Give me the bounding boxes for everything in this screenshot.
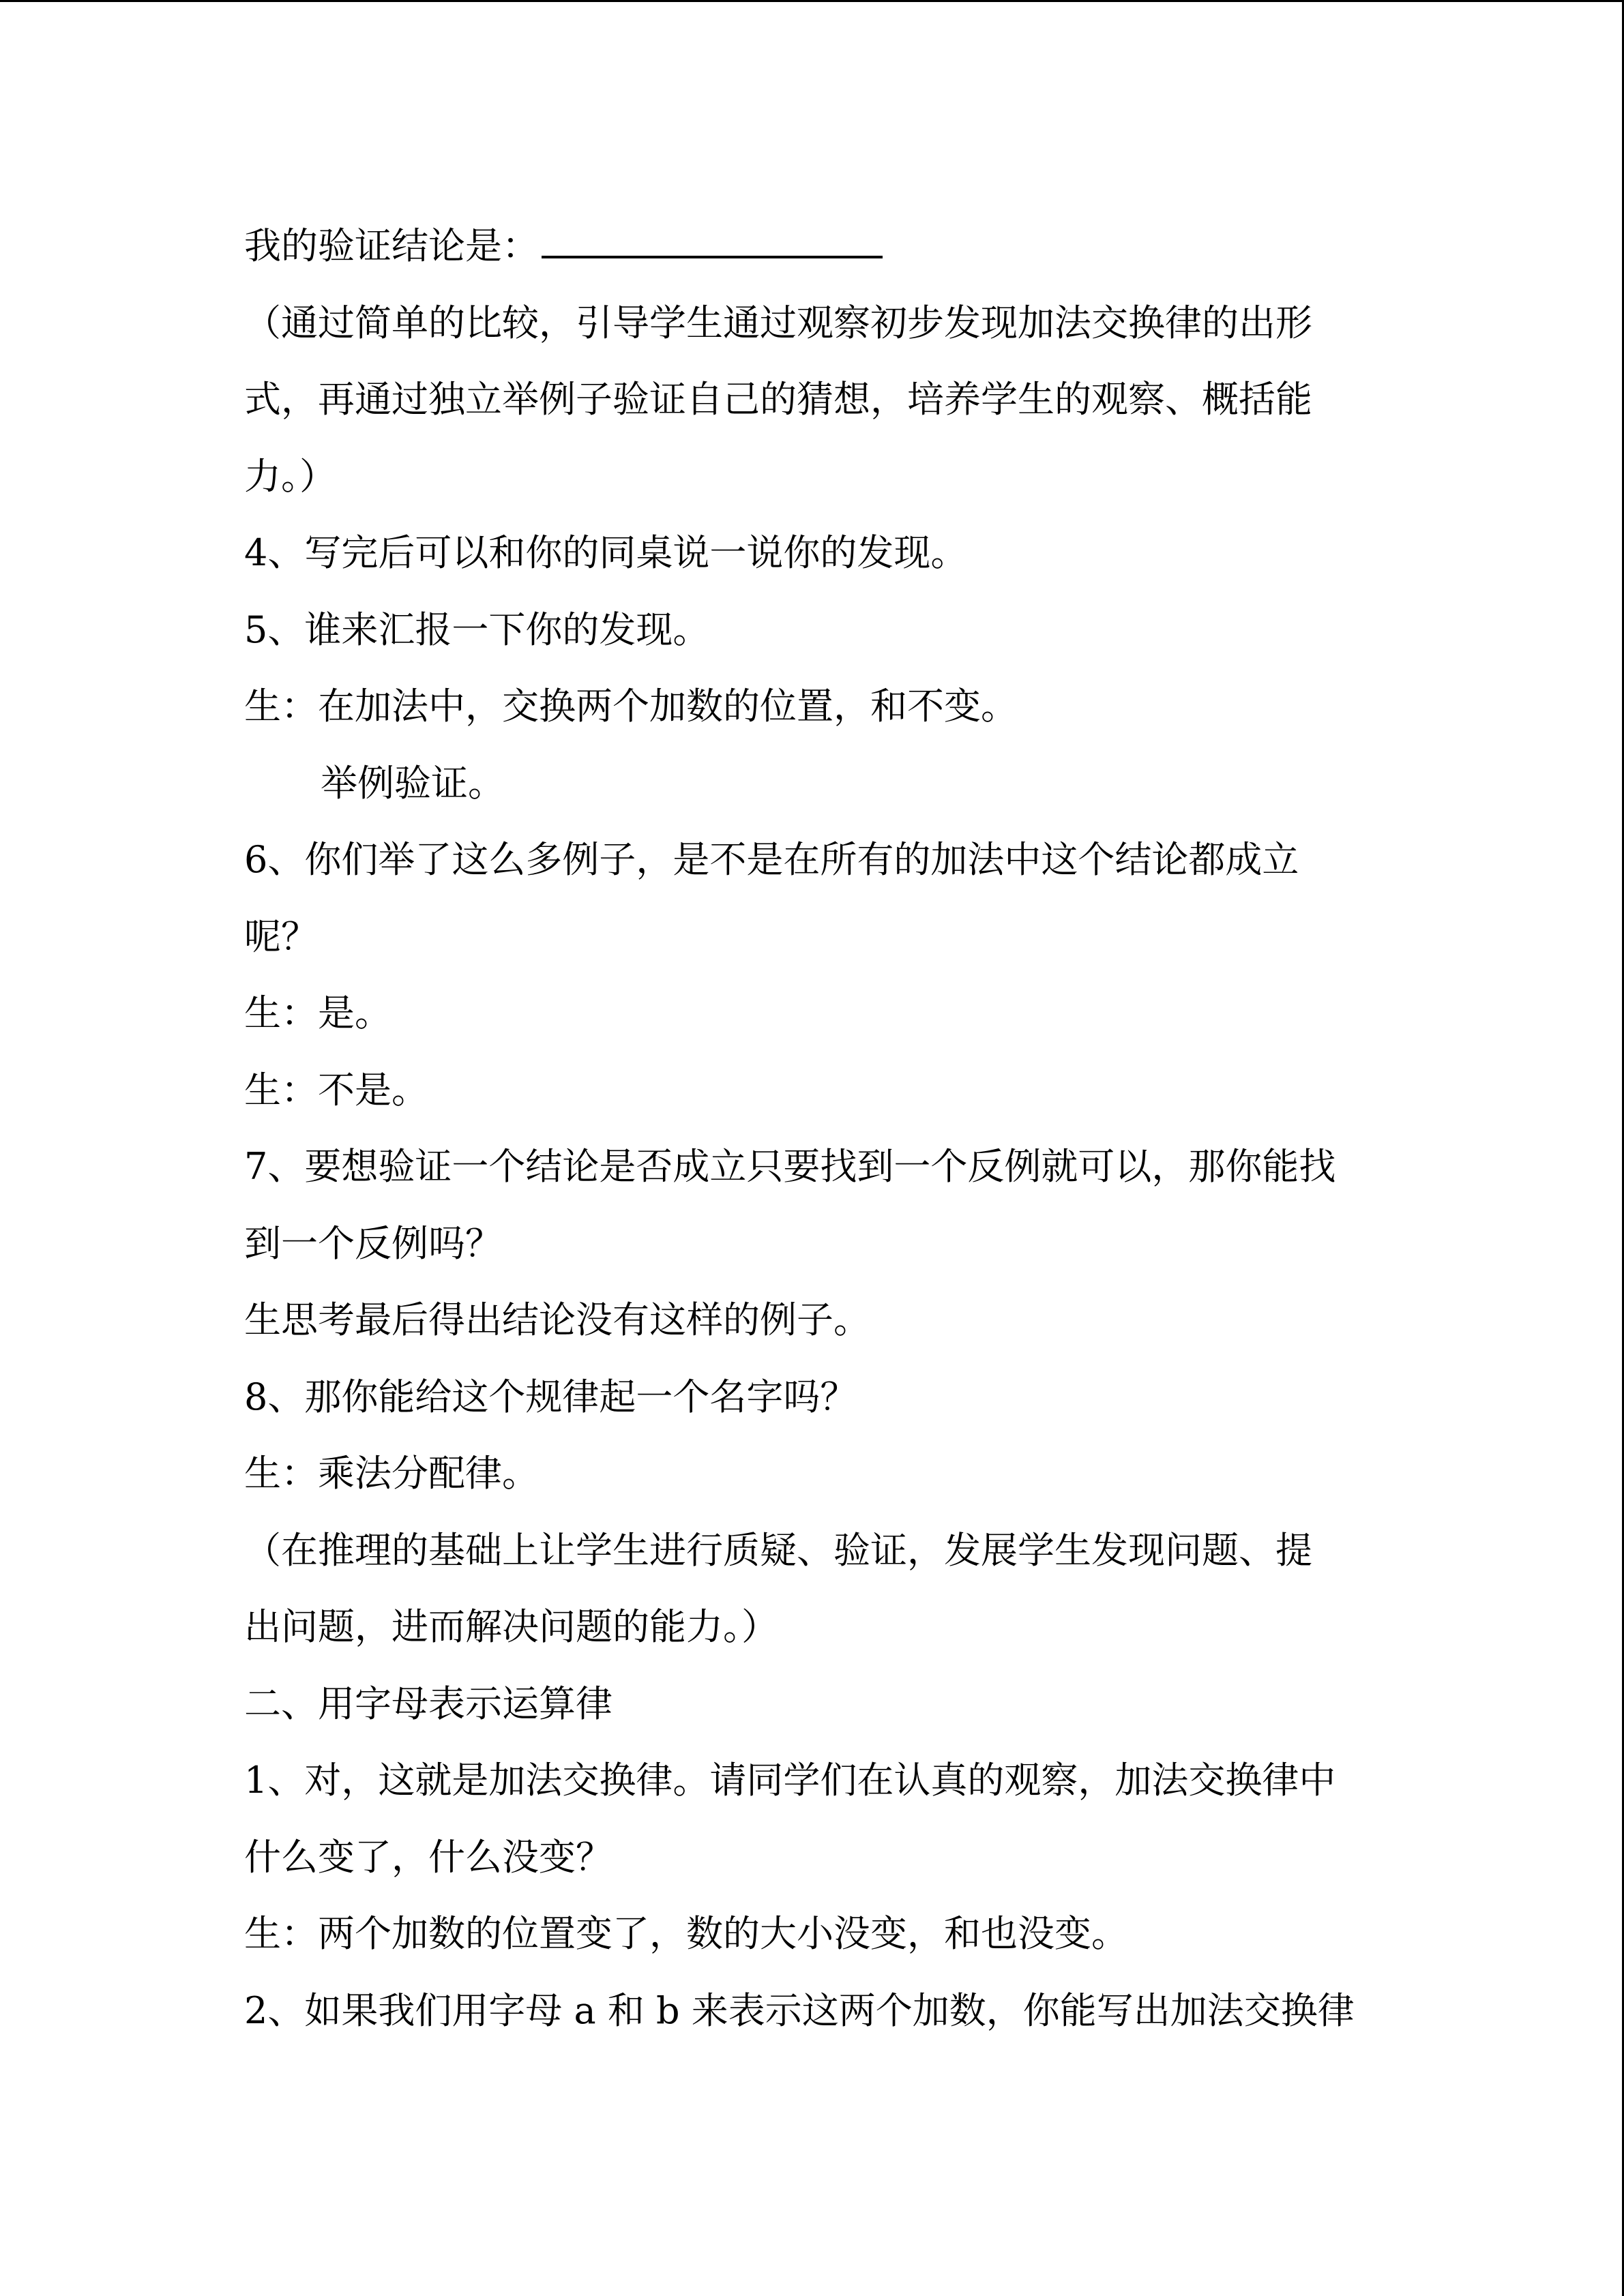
text-line: 出问题，进而解决问题的能力。）: [244, 1605, 778, 1648]
text-line: 式，再通过独立举例子验证自己的猜想，培养学生的观察、概括能: [244, 378, 1312, 421]
text-line: 生：在加法中，交换两个加数的位置，和不变。: [244, 685, 1018, 728]
text-line: 力。）: [244, 454, 336, 498]
text-line: 什么变了，什么没变？: [244, 1835, 612, 1879]
text-line: 7、要想验证一个结论是否成立只要找到一个反例就可以，那你能找: [244, 1145, 1336, 1188]
text-line: （通过简单的比较，引导学生通过观察初步发现加法交换律的出形: [244, 301, 1312, 344]
text-line: [244, 208, 1376, 285]
text-line: 6、你们举了这么多例子，是不是在所有的加法中这个结论都成立: [244, 838, 1299, 881]
text-line: 呢？: [244, 914, 318, 958]
text-line: 1、对，这就是加法交换律。请同学们在认真的观察，加法交换律中: [244, 1759, 1336, 1802]
text-line: 4、写完后可以和你的同桌说一说你的发现。: [244, 531, 968, 574]
text-line: （在推理的基础上让学生进行质疑、验证，发展学生发现问题、提: [244, 1528, 1312, 1572]
text-line: 举例验证。: [321, 761, 505, 805]
text-line: 5、谁来汇报一下你的发现。: [244, 608, 710, 651]
text-line: 生：不是。: [244, 1068, 428, 1112]
answer-blank[interactable]: [542, 213, 883, 258]
text-line: 生思考最后得出结论没有这样的例子。: [244, 1298, 870, 1341]
line-text: 我的验证结论是：: [244, 224, 539, 267]
text-line: 生：是。: [244, 992, 392, 1034]
text-line: 生：两个加数的位置变了，数的大小没变，和也没变。: [244, 1912, 1128, 1955]
text-line: 8、那你能给这个规律起一个名字吗？: [244, 1375, 857, 1418]
document-body: [244, 208, 1376, 2049]
section-heading: 二、用字母表示运算律: [244, 1682, 612, 1725]
text-line: 到一个反例吗？: [244, 1221, 502, 1265]
text-line: 2、如果我们用字母 a 和 b 来表示这两个加数，你能写出加法交换律: [244, 1988, 1355, 2032]
text-line: 生：乘法分配律。: [244, 1452, 539, 1495]
